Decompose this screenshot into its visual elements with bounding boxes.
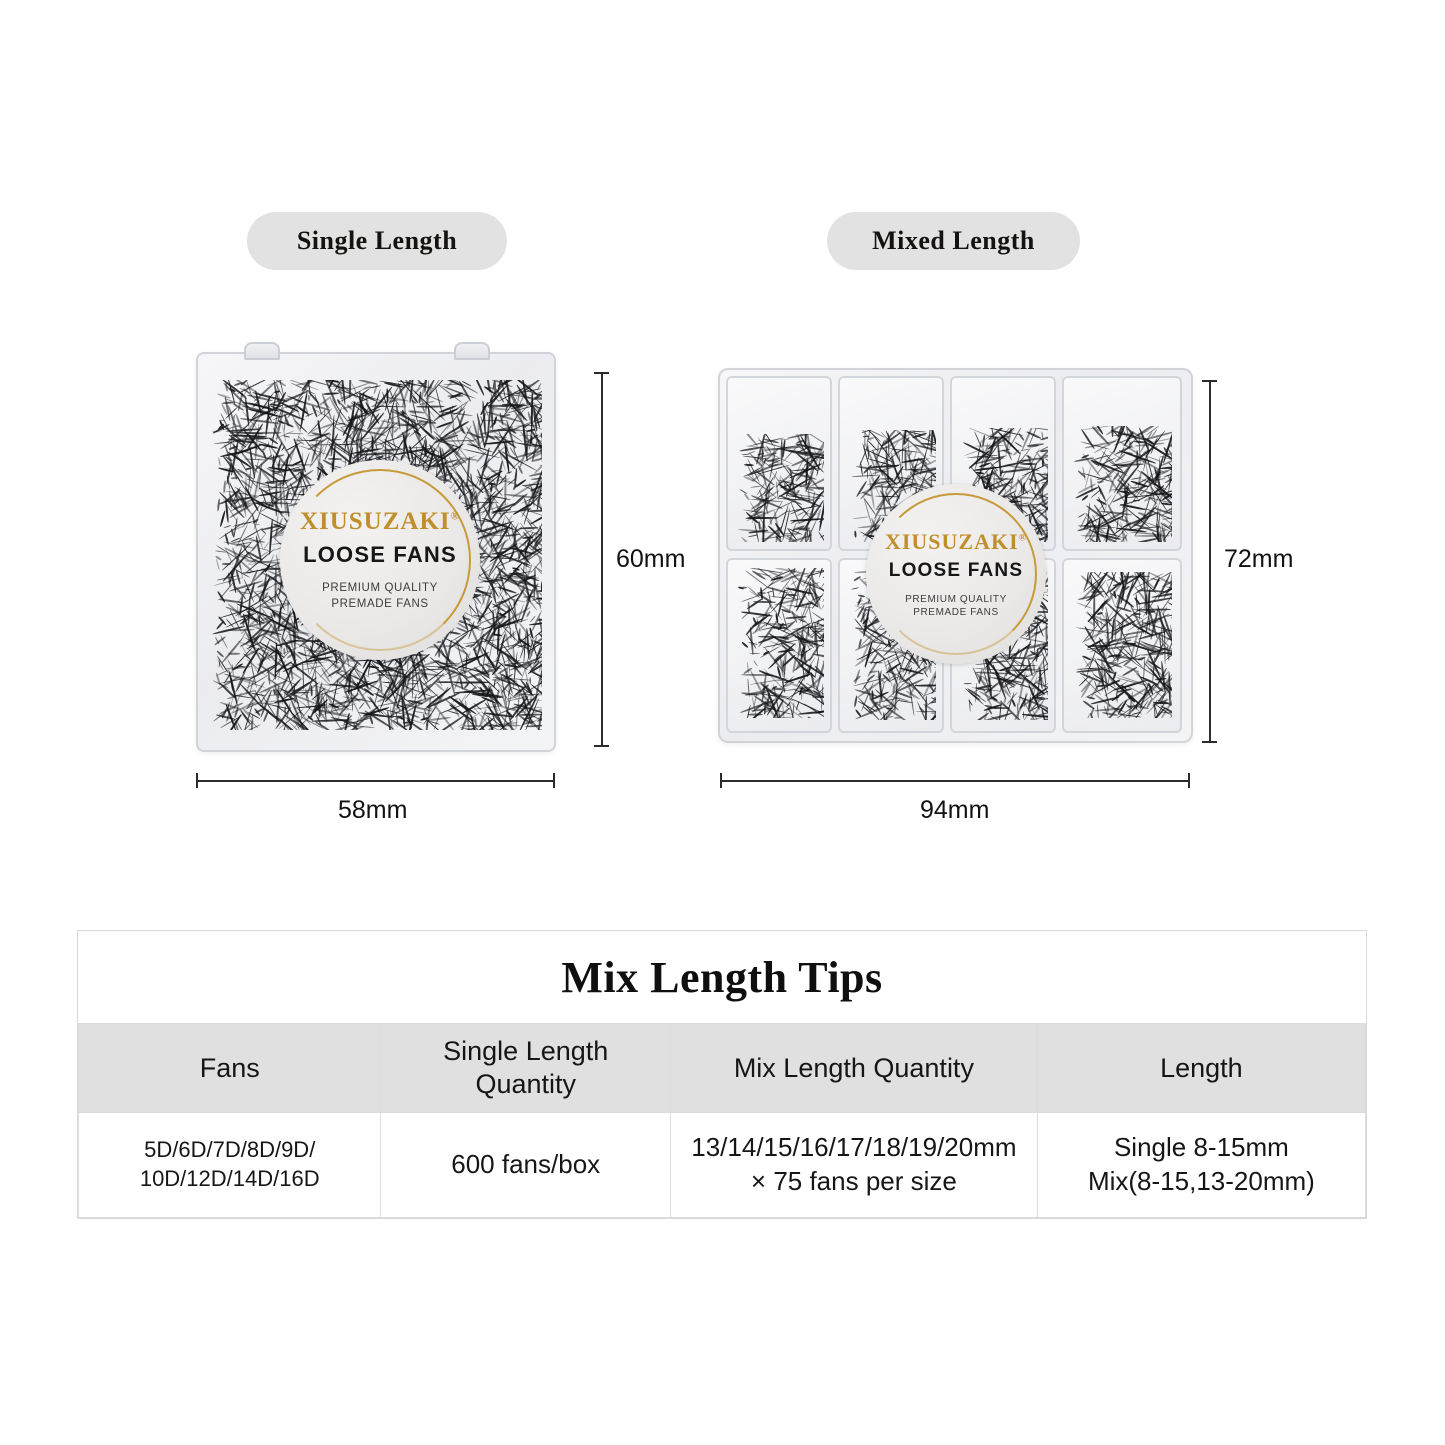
column-header-mix-length-quantity: Mix Length Quantity — [671, 1024, 1038, 1113]
lash-fans-cluster — [738, 434, 824, 542]
badge-single-length-label: Single Length — [296, 226, 458, 255]
cell-length — [1037, 1113, 1365, 1218]
single-height-label: 60mm — [616, 545, 686, 573]
mixed-length-product-image — [718, 368, 1193, 743]
cell-single-quantity: 600 fans/box — [381, 1113, 671, 1218]
box-clasp-left-icon — [244, 342, 280, 360]
cell-fans-line2: 10D/12D/14D/16D — [139, 1166, 320, 1191]
badge-mixed-length-label: Mixed Length — [872, 226, 1035, 255]
badge-single-length — [247, 212, 507, 270]
cell-length-line2: Mix(8-15,13-20mm) — [1087, 1166, 1315, 1196]
table-header-row — [79, 1024, 1366, 1113]
lash-fans-cluster — [1074, 572, 1172, 718]
sticker-gold-ring-icon — [289, 469, 471, 651]
mix-length-tips-table — [77, 930, 1367, 1219]
brand-name: XIUSUZAKI® — [299, 507, 461, 535]
product-name: LOOSE FANS — [303, 541, 457, 567]
single-length-product-image — [196, 352, 556, 752]
lash-fans-cluster — [738, 568, 824, 718]
single-width-label: 58mm — [338, 796, 408, 824]
cell-mix-quantity — [671, 1113, 1038, 1218]
mixed-box-label-sticker — [866, 484, 1046, 664]
column-header-single-length-quantity — [381, 1024, 671, 1113]
cell-fans — [79, 1113, 381, 1218]
column-header-single-length-quantity-line2: Quantity — [475, 1069, 576, 1099]
column-header-fans: Fans — [79, 1024, 381, 1113]
column-header-single-length-quantity-line1: Single Length — [443, 1036, 609, 1067]
table-row — [79, 1113, 1366, 1218]
brand-name: XIUSUZAKI® — [884, 528, 1028, 554]
sticker-subtext-line2: PREMADE FANS — [913, 607, 999, 618]
product-name: LOOSE FANS — [888, 559, 1024, 581]
cell-length-line1: Single 8-15mm — [1113, 1132, 1289, 1163]
lash-fans-cluster — [1074, 426, 1172, 542]
cell-fans-line1: 5D/6D/7D/8D/9D/ — [144, 1137, 316, 1163]
brand-trademark-mark: ® — [1018, 532, 1028, 544]
sticker-gold-ring-icon — [875, 493, 1037, 655]
sticker-subtext-line1: PREMIUM QUALITY — [905, 593, 1007, 605]
cell-mix-quantity-line1: 13/14/15/16/17/18/19/20mm — [691, 1132, 1017, 1163]
sticker-subtext-line2: PREMADE FANS — [331, 597, 429, 610]
table-title: Mix Length Tips — [561, 952, 883, 1002]
brand-trademark-mark: ® — [450, 510, 461, 523]
mixed-width-label: 94mm — [920, 796, 990, 824]
length-badges — [0, 212, 1445, 272]
sticker-subtext-line1: PREMIUM QUALITY — [322, 581, 438, 594]
single-box-label-sticker — [280, 460, 480, 660]
mixed-height-label: 72mm — [1224, 545, 1294, 573]
box-clasp-right-icon — [454, 342, 490, 360]
badge-mixed-length — [827, 212, 1080, 270]
column-header-length: Length — [1037, 1024, 1365, 1113]
cell-mix-quantity-line2: × 75 fans per size — [750, 1166, 957, 1196]
